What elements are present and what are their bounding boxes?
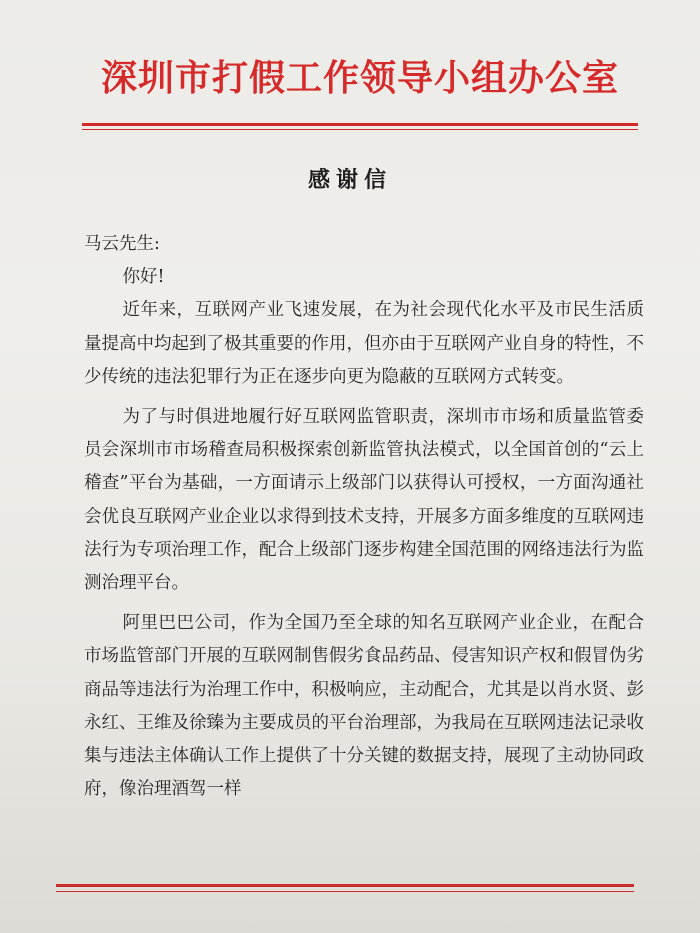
letter-paragraph: 阿里巴巴公司，作为全国乃至全球的知名互联网产业企业，在配合市场监管部门开展的互联网制售假劣食品药品、侵害知识产权和假冒伪劣商品等违法行为治理工作中，积极响应，主动配合，尤其是以肖水贤、彭永红、王维及徐臻为主要成员的平台治理部，为我局在互联网违法记录收集与违法主体确认工作上提供了十分关键的数据支持，展现了主动协同政府，像治理酒驾一样 xyxy=(84,613,644,800)
letter-greeting: 你好! xyxy=(122,267,165,288)
letter-paragraph: 近年来，互联网产业飞速发展，在为社会现代化水平及市民生活质量提高中均起到了极其重要的作用，但亦由于互联网产业自身的特性，不少传统的违法犯罪行为正在逐步向更为隐蔽的互联网方式转变。 xyxy=(84,300,644,387)
letterhead-rule-thick xyxy=(82,123,638,126)
letter-paragraph: 为了与时俱进地履行好互联网监管职责，深圳市市场和质量监管委员会深圳市市场稽查局积极探索创新监管执法模式，以全国首创的“云上稽查”平台为基础，一方面请示上级部门以获得认可授权，一方面沟通社会优良互联网产业企业以求得到技术支持，开展多方面多维度的互联网违法行为专项治理工作，配合上级部门逐步构建全国范围的网络违法行为监测治理平台。 xyxy=(84,407,644,594)
footer-rule-thick xyxy=(56,884,634,887)
letterhead-org-name: 深圳市打假工作领导小组办公室 xyxy=(100,57,619,99)
footer-rule-thin xyxy=(56,891,634,892)
letter-salutation: 马云先生: xyxy=(84,234,160,254)
letterhead-rule-thin xyxy=(82,129,638,130)
letter-body xyxy=(84,228,644,806)
letter-title: 感谢信 xyxy=(307,168,392,193)
